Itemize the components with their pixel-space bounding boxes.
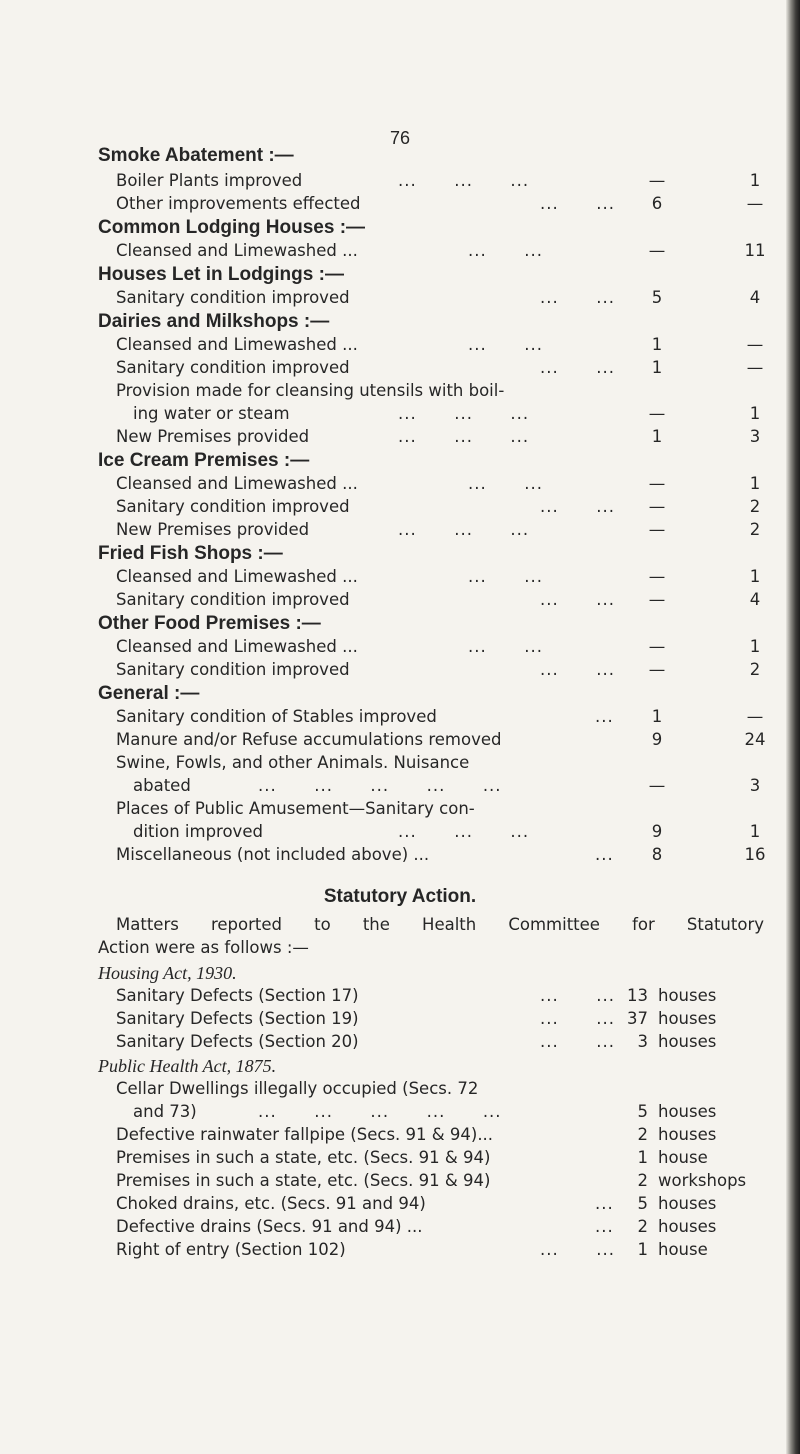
statutory-intro: Matters reported to the Health Committee for Statutory xyxy=(116,915,764,934)
section-heading: Common Lodging Houses :— xyxy=(98,217,366,238)
section-heading: Other Food Premises :— xyxy=(98,613,321,634)
table-row: Cleansed and Limewashed ... ... ... — 1 xyxy=(116,637,761,656)
list-item: Defective rainwater fallpipe (Secs. 91 & 94)... 2 houses xyxy=(116,1125,717,1144)
statutory-intro-continuation: Action were as follows :— xyxy=(98,938,309,957)
table-row: Swine, Fowls, and other Animals. Nuisance xyxy=(116,753,470,772)
table-row: Sanitary condition improved ... ... — 2 xyxy=(116,660,761,679)
list-item: Sanitary Defects (Section 17) ... ... 13 houses xyxy=(116,986,717,1005)
list-item: Premises in such a state, etc. (Secs. 91 & 94) 2 workshops xyxy=(116,1171,747,1190)
statutory-title: Statutory Action. xyxy=(323,886,477,907)
section-heading: Smoke Abatement :— xyxy=(98,145,294,166)
table-row: Other improvements effected ... ... 6 — xyxy=(116,194,764,213)
act-heading-housing: Housing Act, 1930. xyxy=(98,963,237,983)
page-number: 76 xyxy=(389,128,411,148)
list-item: Sanitary Defects (Section 20) ... ... 3 houses xyxy=(116,1032,717,1051)
list-item: Choked drains, etc. (Secs. 91 and 94) ... 5 houses xyxy=(116,1194,717,1213)
section-heading: Houses Let in Lodgings :— xyxy=(98,264,344,285)
list-item: Right of entry (Section 102) ... ... 1 house xyxy=(116,1240,708,1259)
table-row: Sanitary condition improved ... ... — 2 xyxy=(116,497,761,516)
table-row: Cleansed and Limewashed ... ... ... — 1 xyxy=(116,474,761,493)
section-heading: Fried Fish Shops :— xyxy=(98,543,283,564)
list-item-continuation: and 73) ... ... ... ... ... 5 houses xyxy=(133,1102,717,1121)
list-item: Premises in such a state, etc. (Secs. 91 & 94) 1 house xyxy=(116,1148,708,1167)
table-row: Sanitary condition improved ... ... — 4 xyxy=(116,590,761,609)
act-heading-public-health: Public Health Act, 1875. xyxy=(98,1056,277,1076)
table-row: Cleansed and Limewashed ... ... ... — 1 xyxy=(116,567,761,586)
list-item: Defective drains (Secs. 91 and 94) ... ... 2 houses xyxy=(116,1217,717,1236)
section-heading: Dairies and Milkshops :— xyxy=(98,311,330,332)
table-row: Sanitary condition improved ... ... 1 — xyxy=(116,358,764,377)
table-row: Places of Public Amusement—Sanitary con- xyxy=(116,799,475,818)
section-heading: Ice Cream Premises :— xyxy=(98,450,310,471)
table-row-continuation: abated ... ... ... ... ... — 3 xyxy=(133,776,761,795)
table-row: Cleansed and Limewashed ... ... ... — 11 xyxy=(116,241,766,260)
list-item: Sanitary Defects (Section 19) ... ... 37 houses xyxy=(116,1009,717,1028)
table-row: Provision made for cleansing utensils with boil- xyxy=(116,381,505,400)
section-heading: General :— xyxy=(98,683,200,704)
table-row: Sanitary condition of Stables improved ... 1 — xyxy=(116,707,764,726)
table-row: New Premises provided ... ... ... — 2 xyxy=(116,520,761,539)
table-row: Miscellaneous (not included above) ... ... 8 16 xyxy=(116,845,766,864)
table-row-continuation: ing water or steam ... ... ... — 1 xyxy=(133,404,761,423)
table-row: Boiler Plants improved ... ... ... — 1 xyxy=(116,171,761,190)
table-row-continuation: dition improved ... ... ... 9 1 xyxy=(133,822,761,841)
table-row: Manure and/or Refuse accumulations removed 9 24 xyxy=(116,730,766,749)
list-item: Cellar Dwellings illegally occupied (Secs. 72 xyxy=(116,1079,479,1098)
table-row: New Premises provided ... ... ... 1 3 xyxy=(116,427,761,446)
table-row: Sanitary condition improved ... ... 5 4 xyxy=(116,288,761,307)
table-row: Cleansed and Limewashed ... ... ... 1 — xyxy=(116,335,764,354)
